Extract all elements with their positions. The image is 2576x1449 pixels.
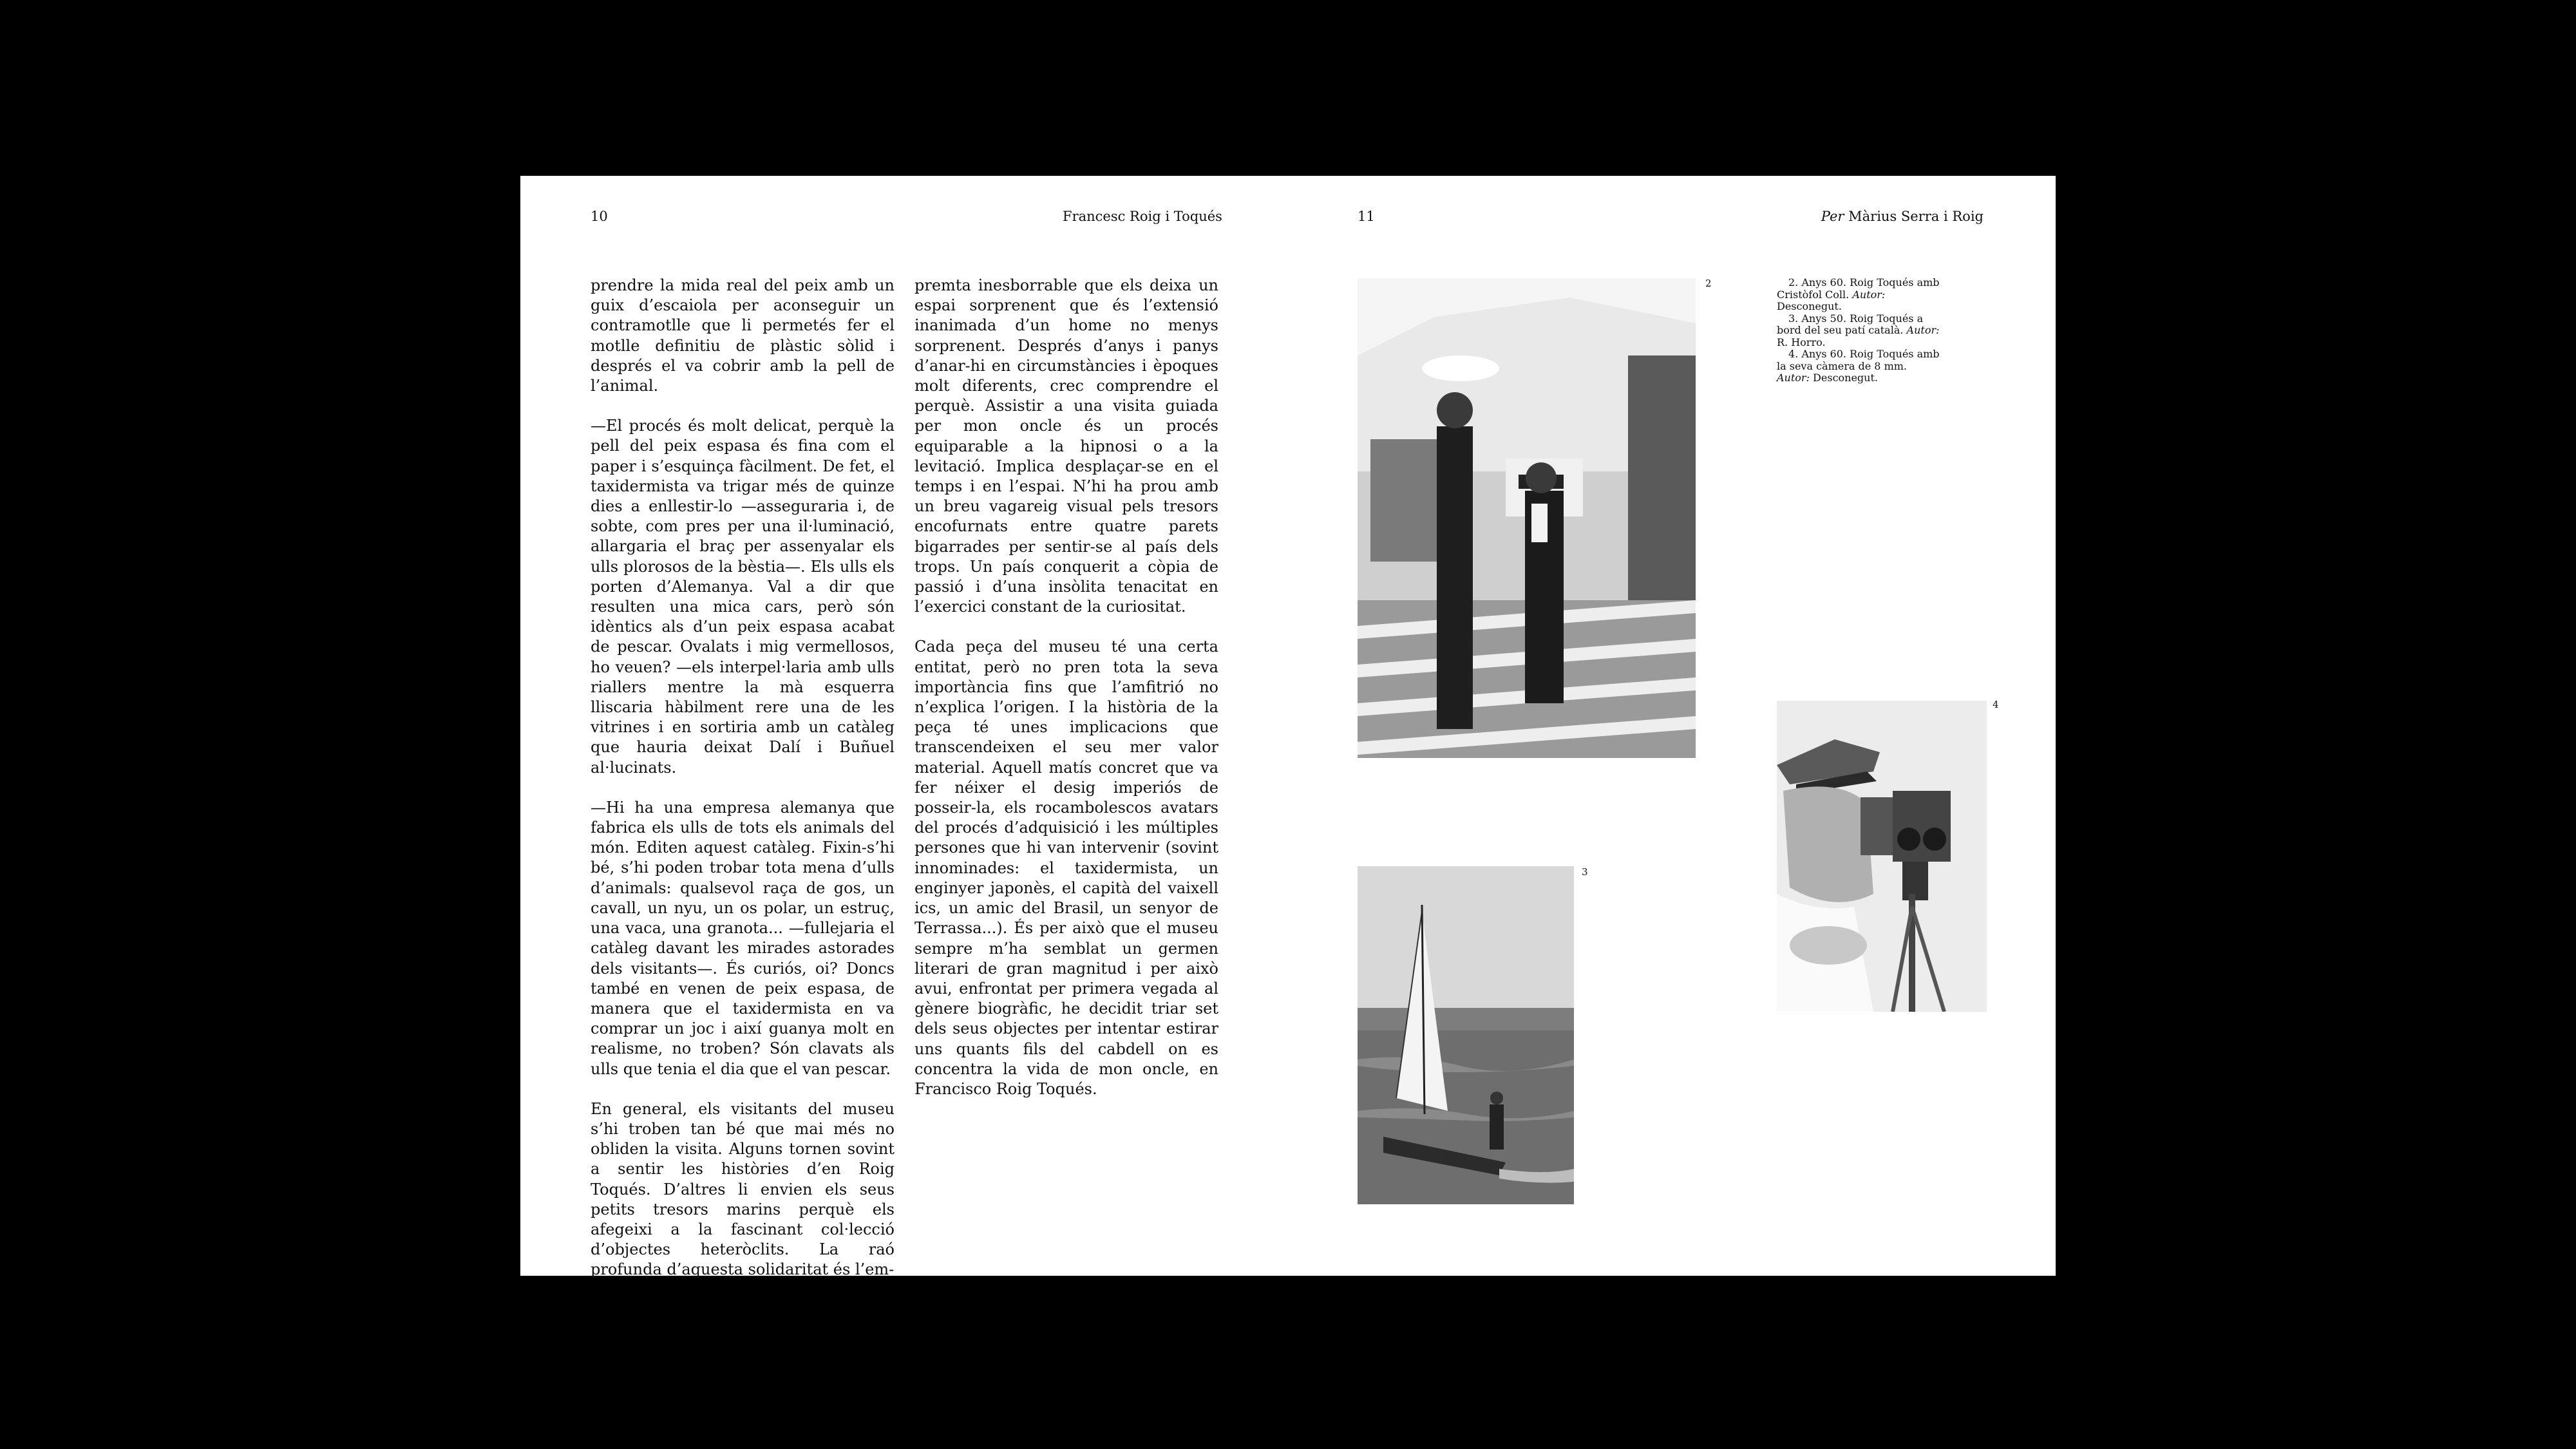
paragraph: —El procés és molt delicat, perquè la pell del peix espasa és fina com el paper i s’esquinça fàcilment. De fet, el taxidermista va trigar més de quinze dies a enllestir-lo —asseguraria i, de sobte, com pres per una il·luminació, allargaria el braç per assenyalar els ulls plorosos de la bèstia—. Els ulls els porten d’Alemanya. Val a dir que resulten una mica cars, però són idèntics als d’un peix espasa acabat de pescar. Ovalats i mig vermellosos, ho veuen? —els interpel·laria amb ulls riallers mentre la mà esquerra lliscaria hàbilment rere una de les vitrines i en sortiria amb un catàleg que hauria deixat Dalí i Buñuel al·lucinats. [591,417,895,777]
figure-number-3: 3 [1582,866,1588,878]
caption-3: 3. Anys 50. Roig Toqués a bord del seu patí català. Autor: R. Horro. [1777,312,1940,348]
caption-2: 2. Anys 60. Roig Toqués amb Cristòfol Coll. Autor: Desconegut. [1777,276,1940,312]
figure-number-4: 4 [1993,699,1999,710]
running-head-author: Màrius Serra i Roig [1848,209,1984,224]
left-running-head: Francesc Roig i Toqués [1063,209,1222,224]
text-column-1 [591,276,895,1300]
right-page-number: 11 [1358,209,1375,224]
paragraph: En general, els visitants del museu s’hi troben tan bé que mai més no obliden la visita. Alguns tornen sovint a sentir les històries d’en Roig Toqués. D’altres li envien els seus petits tresors marins perquè els afegeixi a la fascinant col·lecció d’objectes heteròclits. La raó profunda d’aquesta solidaritat és l’em- [591,1099,895,1279]
paragraph: —Hi ha una empresa alemanya que fabrica els ulls de tots els animals del món. Editen aquest catàleg. Fixin-s’hi bé, s’hi poden trobar tota mena d’ulls d’animals: qualsevol raça de gos, un cavall, un nyu, un os polar, un estruç, una vaca, una granota... —fullejaria el catàleg davant les mirades astorades dels visitants—. És curiós, oi? Doncs també en venen de peix espasa, de manera que el taxidermista en va comprar un joc i així guanya molt en realisme, no troben? Són clavats als ulls que tenia el dia que el van pescar. [591,798,895,1078]
book-spread [520,176,2056,1279]
left-page-number: 10 [591,209,608,224]
photo-captions [1777,277,1943,384]
paragraph: premta inesborrable que els deixa un espai sorprenent que és l’extensió inanimada d’un home no menys sorprenent. Després d’anys i panys d’anar-hi en circumstàncies i èpoques molt diferents, crec comprendre el perquè. Assistir a una visita guiada per mon oncle és un procés equiparable a la hipnosi o a la levitació. Implica desplaçar-se en el temps i en l’espai. N’hi ha prou amb un breu vagareig visual pels tresors encofurnats entre quatre parets bigarrades per sentir-se al país dels trops. Un país conquerit a còpia de passió i d’una insòlita tenacitat en l’exercici constant de la curiositat. [914,276,1218,616]
figure-number-2: 2 [1705,278,1712,289]
caption-4: 4. Anys 60. Roig Toqués amb la seva càmera de 8 mm. Autor: Desconegut. [1777,348,1940,384]
text-column-2 [914,276,1218,1119]
photo-men-on-ship-deck [1358,278,1696,758]
photo-man-with-camera [1777,701,1987,1012]
paragraph: prendre la mida real del peix amb un guix d’escaiola per aconseguir un contramotlle que li permetés fer el motlle definitiu de plàstic sòlid i després el va cobrir amb la pell de l’animal. [591,276,895,395]
running-head-italic: Per [1821,209,1844,224]
photo-sailboat [1358,866,1574,1204]
paragraph: Cada peça del museu té una certa entitat, però no pren tota la seva importància fins que l’amfitrió no n’explica l’origen. I la història de la peça té unes implicacions que transcendeixen el seu mer valor material. Aquell matís concret que va fer néixer el desig imperiós de posseir-la, els rocambolescos avatars del procés d’adquisició i les múltiples persones que hi van intervenir (sovint innominades: el taxidermista, un enginyer japonès, el capità del vaixell ics, un amic del Brasil, un senyor de Terrassa...). És per això que el museu sempre m’ha semblat un germen literari de gran magnitud i per això avui, enfrontat per primera vegada al gènere biogràfic, he decidit triar set dels seus objectes per intentar estirar uns quants fils del cabdell on es concentra la vida de mon oncle, en Francisco Roig Toqués. [914,638,1218,1098]
right-running-head [1821,209,1984,224]
